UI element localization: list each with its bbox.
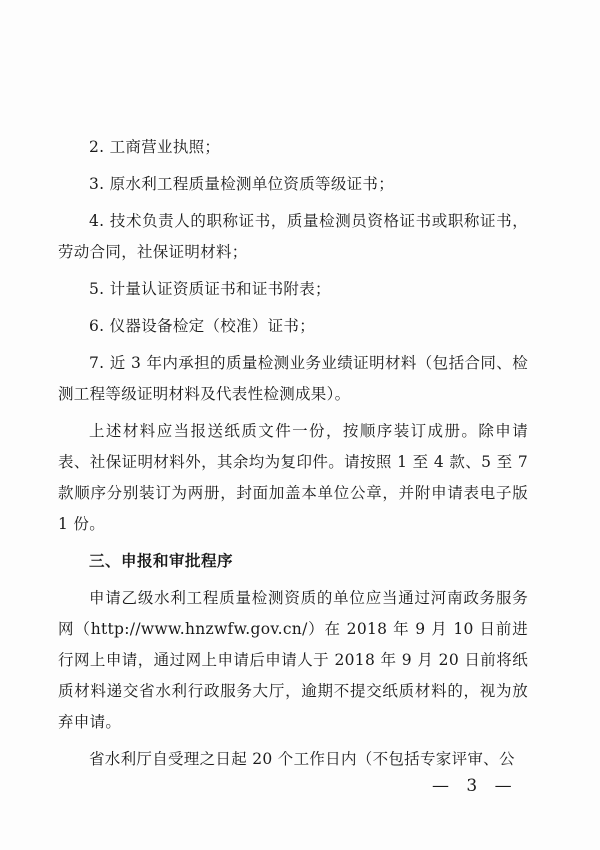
list-item-6: 6. 仪器设备检定（校准）证书； — [89, 317, 316, 335]
section-heading: 三、申报和审批程序 — [89, 552, 234, 570]
review-period-paragraph: 省水利厅自受理之日起 20 个工作日内（不包括专家评审、公 — [89, 750, 515, 768]
list-item-3: 3. 原水利工程质量检测单位资质等级证书； — [89, 175, 395, 193]
document-body — [58, 132, 528, 781]
list-item-7: 7. 近 3 年内承担的质量检测业务业绩证明材料（包括合同、检测工程等级证明材料及代表性检测成果）。 — [58, 354, 528, 403]
list-item-2: 2. 工商营业执照； — [89, 138, 221, 156]
binding-instructions-paragraph: 上述材料应当报送纸质文件一份，按顺序装订成册。除申请表、社保证明材料外，其余均为复印件。请按照 1 至 4 款、5 至 7 款顺序分别装订为两册，封面加盖本单位公章，并附申请表电子版 1 份。 — [58, 422, 528, 533]
list-item-4: 4. 技术负责人的职称证书，质量检测员资格证书或职称证书，劳动合同，社保证明材料； — [58, 212, 528, 261]
application-procedure-paragraph: 申请乙级水利工程质量检测资质的单位应当通过河南政务服务网（http://www.hnzwfw.gov.cn/）在 2018 年 9 月 10 日前进行网上申请，通过网上申请后申请人于 2018 年 9 月 20 日前将纸质材料递交省水利行政服务大厅，逾期不提交纸质材料的，视为放弃申请。 — [58, 589, 528, 731]
list-item-5: 5. 计量认证资质证书和证书附表； — [89, 280, 331, 298]
page-number: — 3 — — [432, 776, 518, 796]
